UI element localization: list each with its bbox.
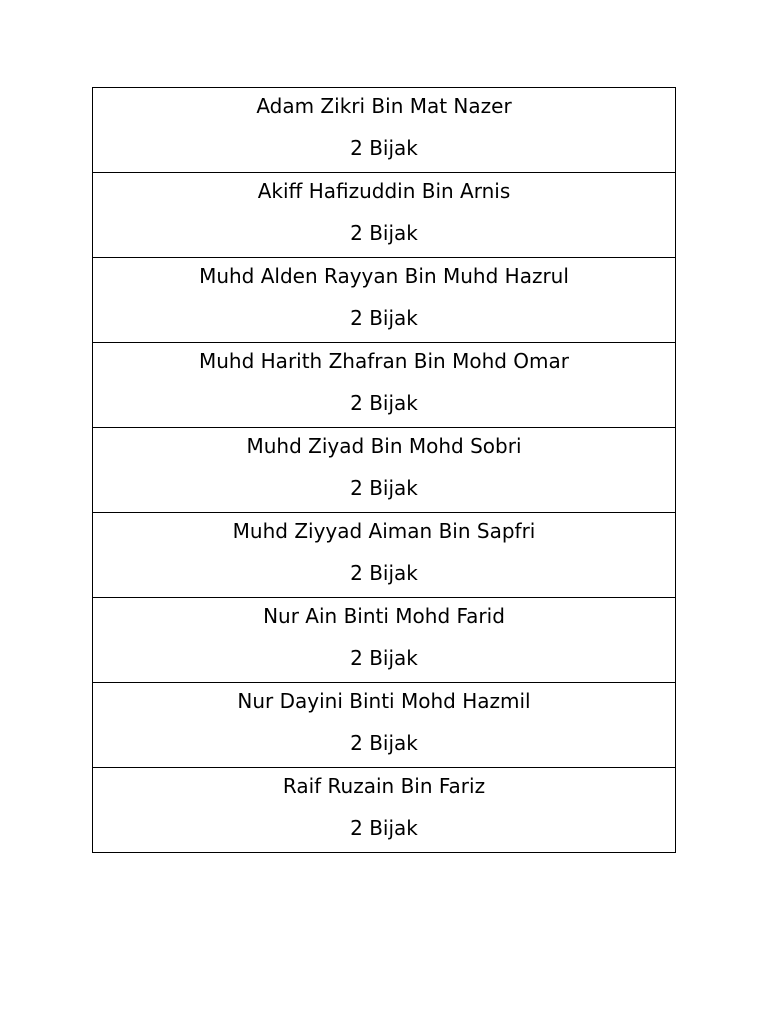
student-name: Muhd Ziyad Bin Mohd Sobri (246, 434, 522, 458)
student-cell (93, 598, 676, 683)
student-name: Nur Ain Binti Mohd Farid (263, 604, 505, 628)
student-cell (93, 258, 676, 343)
student-name-table (92, 87, 676, 853)
student-class: 2 Bijak (350, 646, 418, 670)
student-class: 2 Bijak (350, 221, 418, 245)
student-cell (93, 513, 676, 598)
student-class: 2 Bijak (350, 561, 418, 585)
student-cell (93, 428, 676, 513)
student-cell (93, 173, 676, 258)
student-class: 2 Bijak (350, 391, 418, 415)
table-row (93, 598, 676, 683)
student-class: 2 Bijak (350, 476, 418, 500)
student-name: Muhd Ziyyad Aiman Bin Sapfri (232, 519, 536, 543)
student-cell (93, 768, 676, 853)
table-row (93, 258, 676, 343)
table-row (93, 683, 676, 768)
student-class: 2 Bijak (350, 731, 418, 755)
student-name: Muhd Alden Rayyan Bin Muhd Hazrul (199, 264, 569, 288)
student-cell (93, 88, 676, 173)
student-name: Raif Ruzain Bin Fariz (282, 774, 486, 798)
student-name: Adam Zikri Bin Mat Nazer (256, 94, 512, 118)
table-row (93, 173, 676, 258)
table-row (93, 428, 676, 513)
student-class: 2 Bijak (350, 136, 418, 160)
table-row (93, 343, 676, 428)
table-row (93, 88, 676, 173)
table-row (93, 513, 676, 598)
student-cell (93, 683, 676, 768)
student-name: Muhd Harith Zhafran Bin Mohd Omar (198, 349, 570, 373)
student-name: Akiff Hafizuddin Bin Arnis (257, 179, 511, 203)
student-name: Nur Dayini Binti Mohd Hazmil (237, 689, 531, 713)
table-row (93, 768, 676, 853)
student-class: 2 Bijak (350, 306, 418, 330)
student-cell (93, 343, 676, 428)
student-class: 2 Bijak (350, 816, 418, 840)
